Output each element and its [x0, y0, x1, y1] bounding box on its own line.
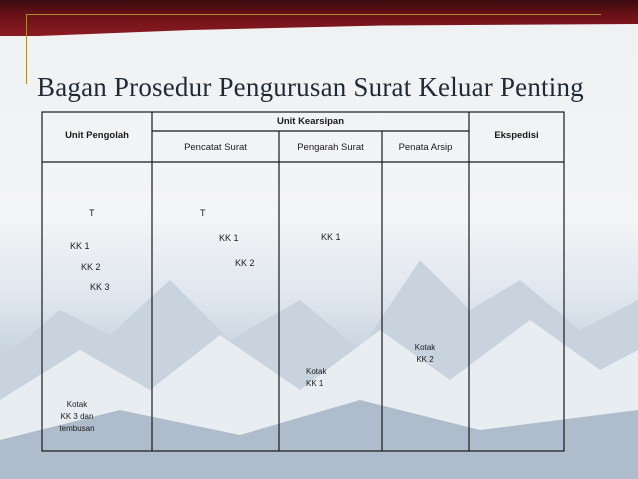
- pengolah-kotak-line3: tembusan: [59, 424, 95, 433]
- penata-kotak-label: Kotak: [414, 343, 436, 352]
- penata-kotak-kk2: [410, 342, 440, 366]
- pengolah-kotak-label: Kotak: [66, 400, 88, 409]
- pengolah-kk2: KK 2: [81, 262, 101, 272]
- pengarah-kotak-kk1: [306, 366, 336, 390]
- header-pencatat-surat: Pencatat Surat: [184, 142, 247, 153]
- header-ekspedisi: Ekspedisi: [494, 130, 539, 141]
- page-title: Bagan Prosedur Pengurusan Surat Keluar Penting: [37, 72, 584, 102]
- pencatat-kk2: KK 2: [235, 258, 255, 268]
- pengolah-kotak-kk3: [54, 399, 100, 435]
- pengolah-kk3: KK 3: [90, 282, 110, 292]
- pencatat-t: T: [200, 208, 206, 218]
- pengolah-kotak-line2: KK 3 dan: [60, 412, 94, 421]
- header-penata-arsip: Penata Arsip: [398, 142, 453, 153]
- header-unit-kearsipan: Unit Kearsipan: [276, 116, 345, 127]
- pengarah-kotak-label: Kotak: [306, 367, 327, 376]
- header-pengarah-surat: Pengarah Surat: [297, 142, 364, 153]
- pengarah-kk1: KK 1: [321, 232, 341, 242]
- pengolah-kk1: KK 1: [70, 241, 90, 251]
- penata-kotak-line2: KK 2: [416, 355, 434, 364]
- header-unit-pengolah: Unit Pengolah: [65, 130, 129, 141]
- pencatat-kk1: KK 1: [219, 233, 239, 243]
- pengolah-t: T: [89, 208, 95, 218]
- pengarah-kotak-line2: KK 1: [306, 379, 324, 388]
